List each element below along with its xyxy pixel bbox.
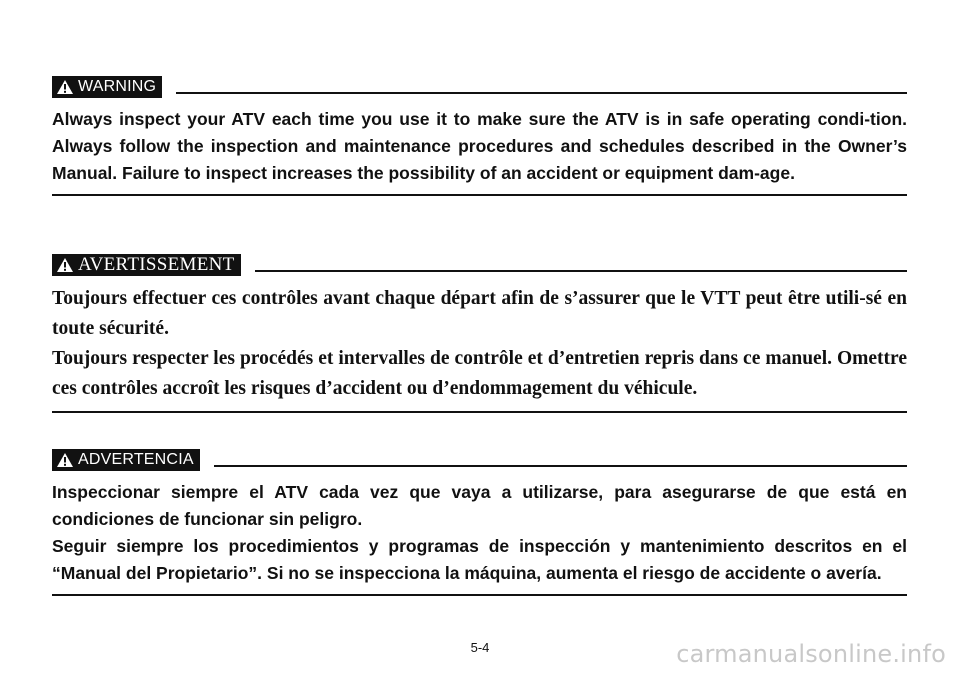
warning-label: WARNING — [78, 78, 157, 95]
paragraph: Always inspect your ATV each time you use it to make sure the ATV is in safe operating condi-tion. Always follow the inspection and maintenance procedures and schedules described in the Owner’s Manual. Failure to inspect increases the possibility of an accident or equipment dam-age. — [52, 109, 907, 183]
warning-text — [52, 479, 907, 587]
header-rule — [255, 270, 907, 272]
paragraph: Seguir siempre los procedimientos y programas de inspección y mantenimiento descritos en el “Manual del Propietario”. Si no se inspecciona la máquina, aumenta el riesgo de accidente o avería. — [52, 536, 907, 583]
warning-block-french — [52, 254, 907, 413]
warning-triangle-icon — [56, 257, 74, 273]
bottom-rule — [52, 594, 907, 596]
paragraph: Toujours effectuer ces contrôles avant chaque départ afin de s’assurer que le VTT peut être utili-sé en toute sécurité. — [52, 288, 907, 339]
warning-badge — [52, 254, 241, 276]
bottom-rule — [52, 411, 907, 413]
watermark: carmanualsonline.info — [676, 640, 946, 668]
warning-label: AVERTISSEMENT — [78, 254, 235, 275]
paragraph: Inspeccionar siempre el ATV cada vez que vaya a utilizarse, para asegurarse de que está en condiciones de funcionar sin peligro. — [52, 482, 907, 529]
warning-header — [52, 449, 907, 471]
page-number: 5-4 — [470, 640, 490, 655]
warning-label: ADVERTENCIA — [78, 451, 194, 468]
header-rule — [214, 465, 907, 467]
paragraph: Toujours respecter les procédés et intervalles de contrôle et d’entretien repris dans ce manuel. Omettre ces contrôles accroît les risques d’accident ou d’endommagement du véhicule. — [52, 348, 907, 399]
warning-header — [52, 76, 907, 98]
warning-text — [52, 106, 907, 187]
warning-block-english — [52, 76, 907, 196]
warning-triangle-icon — [56, 452, 74, 468]
warning-header — [52, 254, 907, 276]
warning-badge — [52, 449, 200, 471]
warning-text — [52, 284, 907, 404]
bottom-rule — [52, 194, 907, 196]
header-rule — [176, 92, 907, 94]
warning-triangle-icon — [56, 79, 74, 95]
warning-block-spanish — [52, 449, 907, 596]
warning-badge — [52, 76, 162, 98]
